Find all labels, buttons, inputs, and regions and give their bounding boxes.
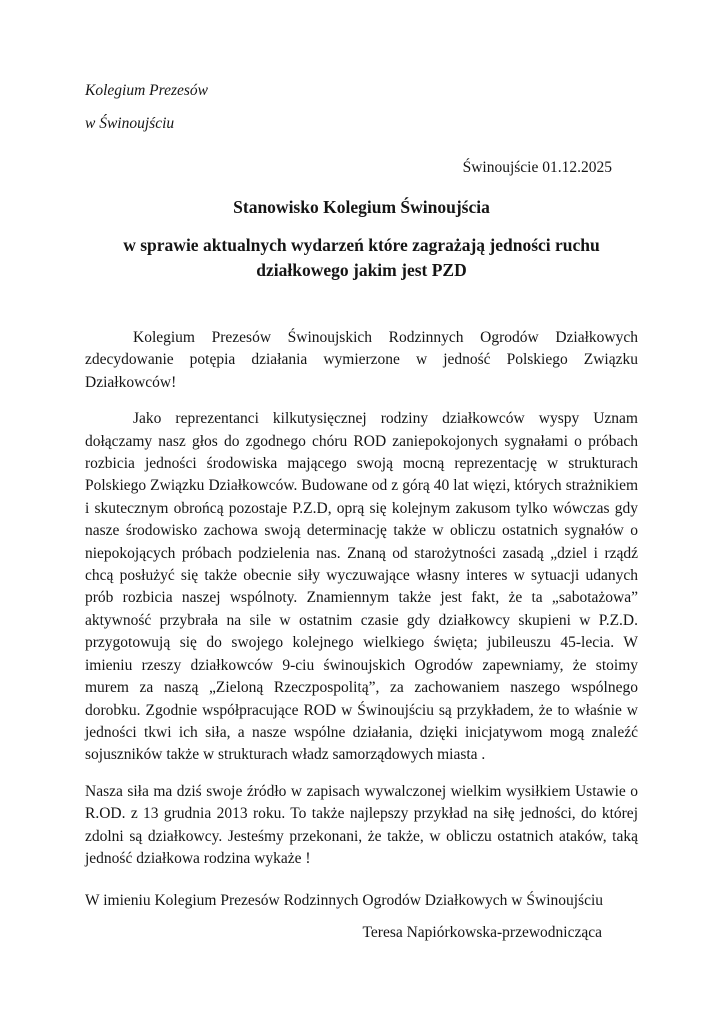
letterhead-line-1: Kolegium Prezesów	[85, 82, 208, 99]
letterhead-line-2: w Świnoujściu	[85, 115, 175, 132]
dateline: Świnoujście 01.12.2025	[462, 159, 612, 176]
body-paragraph: Jako reprezentanci kilkutysięcznej rodziny działkowców wyspy Uznam dołączamy nasz głos do zgodnego chóru ROD zaniepokojonych sygnałami o próbach rozbicia jedności środowiska mającego swoją mocną reprezentację w strukturach Polskiego Związku Działkowców. Budowane od z górą 40 lat więzi, których strażnikiem i skutecznym obrońcą pozostaje P.Z.D, oprą się kolejnym zakusom tylko wówczas gdy nasze środowisko zachowa swoją determinację także w obliczu ostatnich sygnałów o niepokojących próbach podzielenia nas. Znaną od starożytności zasadą „dziel i rządź chcą posłużyć się także obecnie siły wyczuwające własny interes w sytuacji udanych prób rozbicia naszej wspólnoty. Znamiennym także jest fakt, że ta „sabotażowa” aktywność przybrała na sile w ostatnim czasie gdy działkowcy skupieni w P.Z.D. przygotowują się do swojego kolejnego wielkiego święta; jubileuszu 45-lecia. W imieniu rzeszy działkowców 9-ciu świnoujskich Ogrodów zapewniamy, że stoimy murem za naszą „Zieloną Rzeczpospolitą”, za zachowaniem naszego wspólnego dorobku. Zgodnie współpracujące ROD w Świnoujściu są przykładem, że to właśnie w jedności tkwi ich siła, a nasze wspólne działania, dzięki inicjatywom mogą znaleźć sojuszników także w strukturach władz samorządowych miasta .	[85, 410, 638, 764]
document-subtitle: w sprawie aktualnych wydarzeń które zagrażają jedności ruchu działkowego jakim jest PZD	[123, 235, 600, 280]
signature-line: Teresa Napiórkowska-przewodnicząca	[362, 923, 602, 941]
body-paragraph: Kolegium Prezesów Świnoujskich Rodzinnych Ogrodów Działkowych zdecydowanie potępia działania wymierzone w jedność Polskiego Związku Działkowców!	[85, 329, 638, 391]
document-body	[85, 327, 638, 870]
document-title: Stanowisko Kolegium Świnoujścia	[233, 197, 490, 217]
letterhead	[85, 82, 638, 133]
closing-line: W imieniu Kolegium Prezesów Rodzinnych Ogrodów Działkowych w Świnoujściu	[85, 892, 604, 910]
body-paragraph: Nasza siła ma dziś swoje źródło w zapisach wywalczonej wielkim wysiłkiem Ustawie o R.OD. z 13 grudnia 2013 roku. To także najlepszy przykład na siłę jedności, do której zdolni są działkowcy. Jesteśmy przekonani, że także, w obliczu ostatnich ataków, taką jedność działkowa rodzina wykaże !	[85, 782, 638, 867]
